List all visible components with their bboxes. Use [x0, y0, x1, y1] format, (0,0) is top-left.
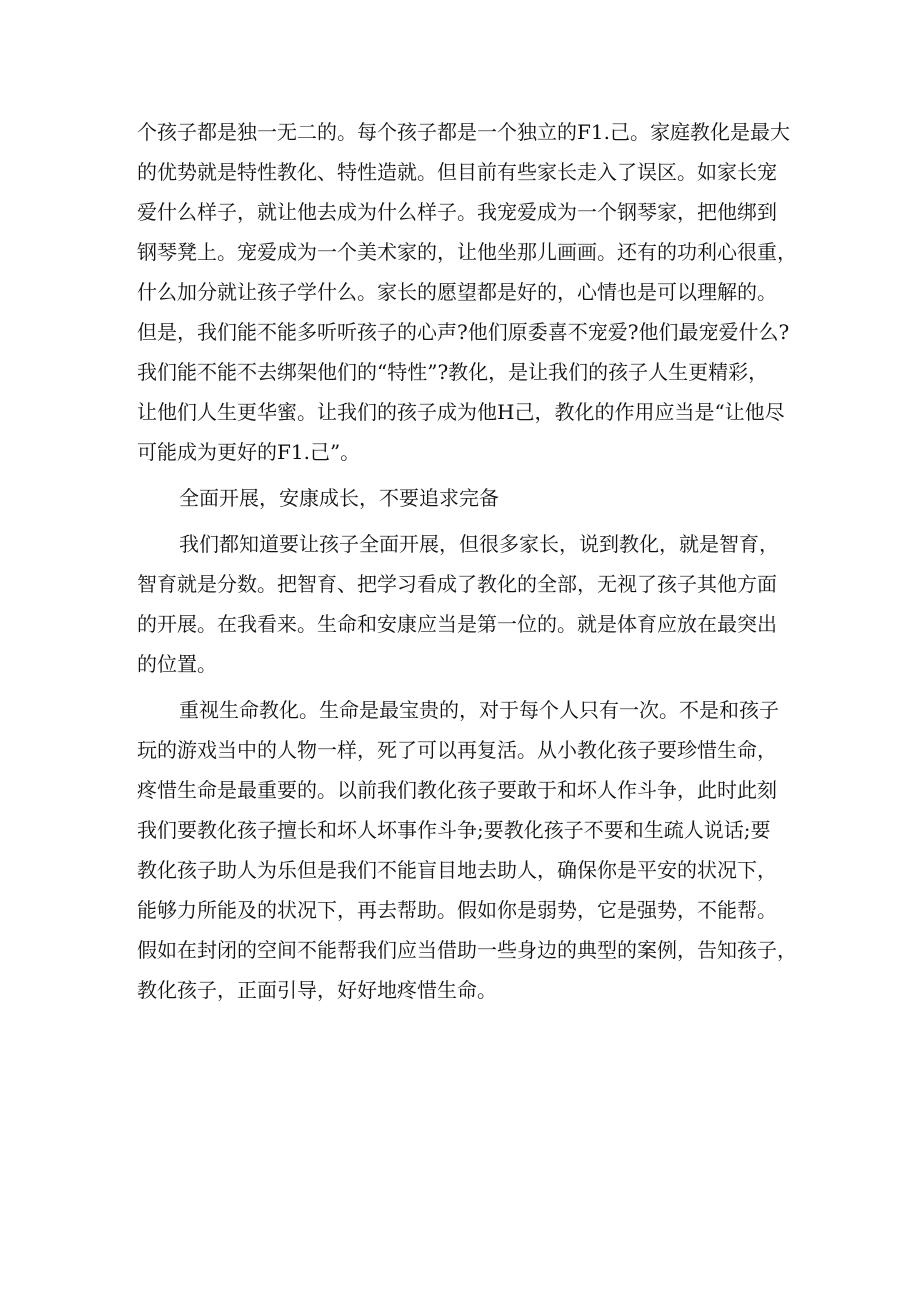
text-line: 的位置。 — [137, 652, 217, 676]
text-line: 的优势就是特性教化、特性造就。但目前有些家长走入了误区。如家长宠 — [137, 160, 777, 184]
text-line: 教化孩子助人为乐但是我们不能盲目地去助人，确保你是平安的状况下， — [137, 858, 777, 882]
text-line: 我们能不能不去绑架他们的“特性”?教化，是让我们的孩子人生更精彩， — [137, 360, 769, 384]
paragraph-individuality — [137, 112, 797, 472]
text-line: 重视生命教化。生命是最宝贵的，对于每个人只有一次。不是和孩子 — [179, 698, 779, 722]
text-line: 假如在封闭的空间不能帮我们应当借助一些身边的典型的案例，告知孩子， — [137, 938, 797, 962]
text-line: 钢琴凳上。宠爱成为一个美术家的，让他坐那儿画画。还有的功利心很重， — [137, 240, 797, 264]
paragraph-all-round-development — [137, 524, 787, 684]
text-line: 爱什么样子，就让他去成为什么样子。我宠爱成为一个钢琴家，把他绑到 — [137, 200, 777, 224]
document-body — [137, 112, 797, 1010]
section-heading: 全面开展，安康成长，不要追求完备 — [179, 486, 499, 510]
text-line: 我们都知道要让孩子全面开展，但很多家长，说到教化，就是智育， — [179, 532, 779, 556]
text-line: 可能成为更好的F1.己”。 — [137, 440, 361, 464]
text-line: 什么加分就让孩子学什么。家长的愿望都是好的，心情也是可以理解的。 — [137, 280, 777, 304]
text-line: 个孩子都是独一无二的。每个孩子都是一个独立的F1.己。家庭教化是最大 — [137, 120, 790, 144]
text-line: 教化孩子，正面引导，好好地疼惜生命。 — [137, 978, 497, 1002]
text-line: 但是，我们能不能多听听孩子的心声?他们原委喜不宠爱?他们最宠爱什么? — [137, 320, 790, 344]
text-line: 玩的游戏当中的人物一样，死了可以再复活。从小教化孩子要珍惜生命， — [137, 738, 777, 762]
text-line: 能够力所能及的状况下，再去帮助。假如你是弱势，它是强势，不能帮。 — [137, 898, 777, 922]
paragraph-life-education — [137, 690, 797, 1010]
text-line: 我们要教化孩子擅长和坏人坏事作斗争;要教化孩子不要和生疏人说话;要 — [137, 818, 771, 842]
text-line: 智育就是分数。把智育、把学习看成了教化的全部，无视了孩子其他方面 — [137, 572, 777, 596]
text-line: 让他们人生更华蜜。让我们的孩子成为他H己，教化的作用应当是“让他尽 — [137, 400, 785, 424]
text-line: 的开展。在我看来。生命和安康应当是第一位的。就是体育应放在最突出 — [137, 612, 777, 636]
text-line: 疼惜生命是最重要的。以前我们教化孩子要敢于和坏人作斗争，此时此刻 — [137, 778, 777, 802]
